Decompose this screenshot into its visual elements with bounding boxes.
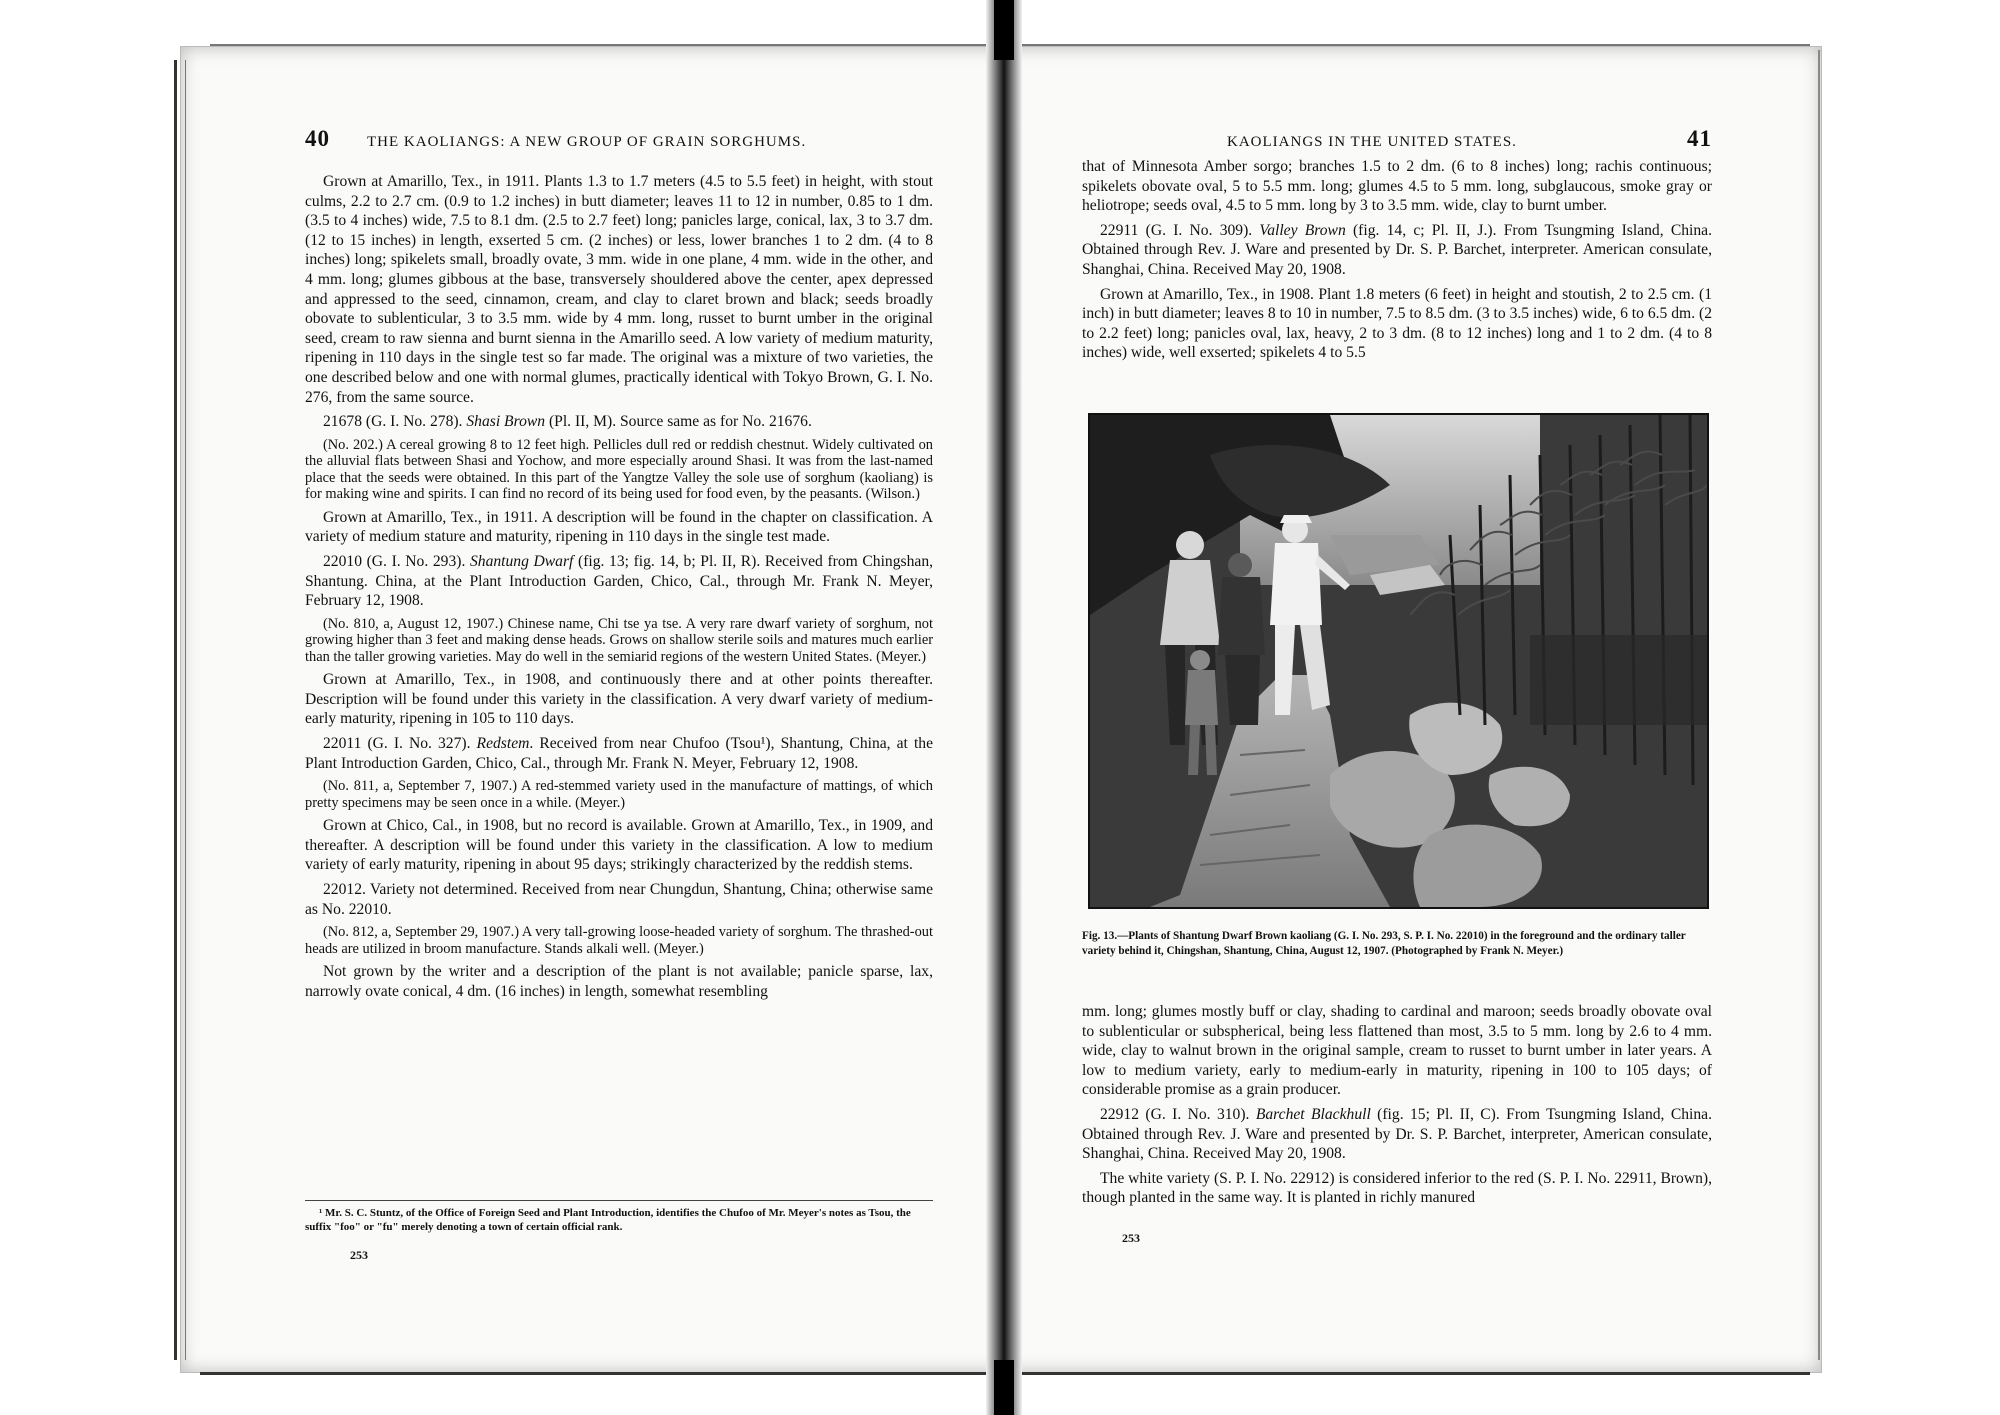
folio: 253 <box>1122 1231 1140 1245</box>
running-head-title: THE KAOLIANGS: A NEW GROUP OF GRAIN SORGHUMS. <box>367 134 807 150</box>
page-edge-left <box>174 60 186 1360</box>
variety-name: Barchet Blackhull <box>1255 1105 1371 1123</box>
left-page-body <box>305 172 933 1006</box>
paragraph: mm. long; glumes mostly buff or clay, shading to cardinal and maroon; seeds broadly obovate oval to sublenticular or subspherical, being less flattened than most, 3.5 to 5 mm. long by 2.6 to 4 mm. wide, clay to walnut brown in the original sample, cream to russet to burnt umber in later years. A low to medium variety, early to medium-early in maturity, ripening in 100 to 105 days; of considerable promise as a grain producer. <box>1082 1003 1712 1099</box>
variety-name: Redstem <box>476 734 530 752</box>
figure-13-photo <box>1088 413 1709 909</box>
footnote-rule <box>305 1200 933 1201</box>
variety-name: Shantung Dwarf <box>469 552 574 570</box>
entry-22911: 22911 (G. I. No. 309). Valley Brown (fig. 14, c; Pl. II, J.). From Tsungming Island, China. Obtained through Rev. J. Ware and presented by Dr. S. P. Barchet, interpreter. American consulate, Shanghai, China. Received May 20, 1908. <box>1082 221 1712 278</box>
paragraph: The white variety (S. P. I. No. 22912) is considered inferior to the red (S. P. I. No. 22911, Brown), though planted in the same way. It is planted in richly manured <box>1082 1169 1712 1207</box>
entry-22012: 22012. Variety not determined. Received from near Chungdun, Shantung, China; otherwise same as No. 22010. <box>305 880 933 918</box>
page-number: 40 <box>305 126 330 151</box>
left-running-head <box>305 126 933 162</box>
paragraph: that of Minnesota Amber sorgo; branches 1.5 to 2 dm. (6 to 8 inches) long; rachis continuous; spikelets obovate oval, 5 to 5.5 mm. long; glumes 4.5 to 5 mm. long, subglaucous, smoke gray or heliotrope; seeds oval, 4.5 to 5 mm. long by 3 to 3.5 mm. wide, clay to burnt umber. <box>1082 158 1712 215</box>
figure-caption: Fig. 13.—Plants of Shantung Dwarf Brown kaoliang (G. I. No. 293, S. P. I. No. 22010) in the foreground and the ordinary taller variety behind it, Chingshan, Shantung, China, August 12, 1907. (Photographed by Frank N. Meyer.) <box>1082 930 1686 957</box>
variety-name: Shasi Brown <box>466 413 546 431</box>
right-page-body-bottom <box>1082 1002 1712 1213</box>
book-gutter <box>986 0 1022 1415</box>
entry-22010: 22010 (G. I. No. 293). Shantung Dwarf (fig. 13; fig. 14, b; Pl. II, R). Received from Chingshan, Shantung. China, at the Plant Introduction Garden, Chico, Cal., through Mr. Frank N. Meyer, February 12, 1908. <box>305 552 934 610</box>
right-page-body-top <box>1082 157 1712 368</box>
footnote: ¹ Mr. S. C. Stuntz, of the Office of Foreign Seed and Plant Introduction, identifies the Chufoo of Mr. Meyer's notes as Tsou, the suffix "foo" or "fu" merely denoting a town of certain official rank. <box>305 1207 911 1233</box>
note-21678: (No. 202.) A cereal growing 8 to 12 feet high. Pellicles dull red or reddish chestnut. Widely cultivated on the alluvial flats between Shasi and Yochow, and more especially around Shasi. It was from the last-named place that the seeds were obtained. In this part of the Yangtze Valley the sole use of sorghum (kaoliang) is for making wine and spirits. I can find no record of its being used for food even, by the peasants. (Wilson.) <box>305 436 933 503</box>
gutter-shadow-bottom <box>994 1360 1014 1415</box>
photo-illustration <box>1090 415 1707 907</box>
paragraph: Grown at Chico, Cal., in 1908, but no record is available. Grown at Amarillo, Tex., in 1909, and thereafter. A description will be found under this variety in the classification. A low to medium variety of early maturity, ripening in about 95 days; strikingly characterized by the reddish stems. <box>305 817 933 874</box>
paragraph: Grown at Amarillo, Tex., in 1908, and continuously there and at other points thereafter. Description will be found under this variety in the classification. A very dwarf variety of medium-early maturity, ripening in 105 to 110 days. <box>305 671 933 728</box>
gutter-shadow-top <box>994 0 1014 60</box>
paragraph: Grown at Amarillo, Tex., in 1911. Plants 1.3 to 1.7 meters (4.5 to 5.5 feet) in height, with stout culms, 2.2 to 2.7 cm. (0.9 to 1.2 inches) in butt diameter; leaves 11 to 12 in number, 0.85 to 1 dm. (3.5 to 4 inches) wide, 7.5 to 8.1 dm. (2.5 to 2.7 feet) long; panicles large, conical, lax, 3 to 3.7 dm. (12 to 15 inches) in length, exserted 5 cm. (2 inches) or less, lower branches 1 to 2 dm. (4 to 8 inches) long; spikelets small, broadly ovate, 3 mm. wide in one plane, 4 mm. wide in the other, and 4 mm. long; glumes gibbous at the base, transversely shouldered above the center, apex depressed and appressed to the seed, cinnamon, cream, and clay to claret brown and black; seeds broadly obovate to sublenticular, 3 to 3.5 mm. wide by 4 mm. long, russet to burnt umber in the original seed, cream to raw sienna and burnt sienna in the Amarillo seed. A low variety of medium maturity, ripening in 110 days in the single test so far made. The original was a mixture of two varieties, the one described below and one with normal glumes, practically identical with Tokyo Brown, G. I. No. 276, from the same source. <box>305 173 933 406</box>
running-head-title: KAOLIANGS IN THE UNITED STATES. <box>1227 134 1517 150</box>
paragraph: Not grown by the writer and a description of the plant is not available; panicle sparse, lax, narrowly ovate conical, 4 dm. (16 inches) in length, somewhat resembling <box>305 963 933 1000</box>
note-22011: (No. 811, a, September 7, 1907.) A red-stemmed variety used in the manufacture of mattings, of which pretty specimens may be seen once in a while. (Meyer.) <box>305 778 933 811</box>
paragraph: Grown at Amarillo, Tex., in 1911. A description will be found in the chapter on classification. A variety of medium stature and maturity, ripening in 110 days in the single test made. <box>305 508 933 546</box>
page-edge-right <box>1812 50 1820 1360</box>
note-22012: (No. 812, a, September 29, 1907.) A very tall-growing loose-headed variety of sorghum. The thrashed-out heads are utilized in broom manufacture. Stands alkali well. (Meyer.) <box>305 924 933 957</box>
folio: 253 <box>350 1248 368 1262</box>
entry-22912: 22912 (G. I. No. 310). Barchet Blackhull (fig. 15; Pl. II, C). From Tsungming Island, China. Obtained through Rev. J. Ware and presented by Dr. S. P. Barchet, interpreter, American consulate, Shanghai, China. Received May 20, 1908. <box>1082 1105 1712 1163</box>
page-number: 41 <box>1687 126 1712 151</box>
variety-name: Valley Brown <box>1259 221 1346 239</box>
entry-22011: 22011 (G. I. No. 327). Redstem. Received from near Chufoo (Tsou¹), Shantung, China, at the Plant Introduction Garden, Chico, Cal., through Mr. Frank N. Meyer, February 12, 1908. <box>305 734 933 772</box>
note-22010: (No. 810, a, August 12, 1907.) Chinese name, Chi tse ya tse. A very rare dwarf variety of sorghum, not growing higher than 3 feet and making dense heads. Grows on shallow sterile soils and matures much earlier than the taller growing varieties. May do well in the semiarid regions of the western United States. (Meyer.) <box>305 615 933 665</box>
paragraph: Grown at Amarillo, Tex., in 1908. Plant 1.8 meters (6 feet) in height and stoutish, 2 to 2.5 cm. (1 inch) in butt diameter; leaves 8 to 10 in number, 7.5 to 8.5 dm. (3 to 3.5 inches) wide, 6 to 6.5 dm. (2 to 2.2 feet) long; panicles oval, lax, heavy, 2 to 3 dm. (8 to 12 inches) long and 1 to 2 dm. (4 to 8 inches) wide, well exserted; spikelets 4 to 5.5 <box>1082 285 1712 362</box>
entry-21678: 21678 (G. I. No. 278). Shasi Brown (Pl. II, M). Source same as for No. 21676. <box>323 413 812 431</box>
